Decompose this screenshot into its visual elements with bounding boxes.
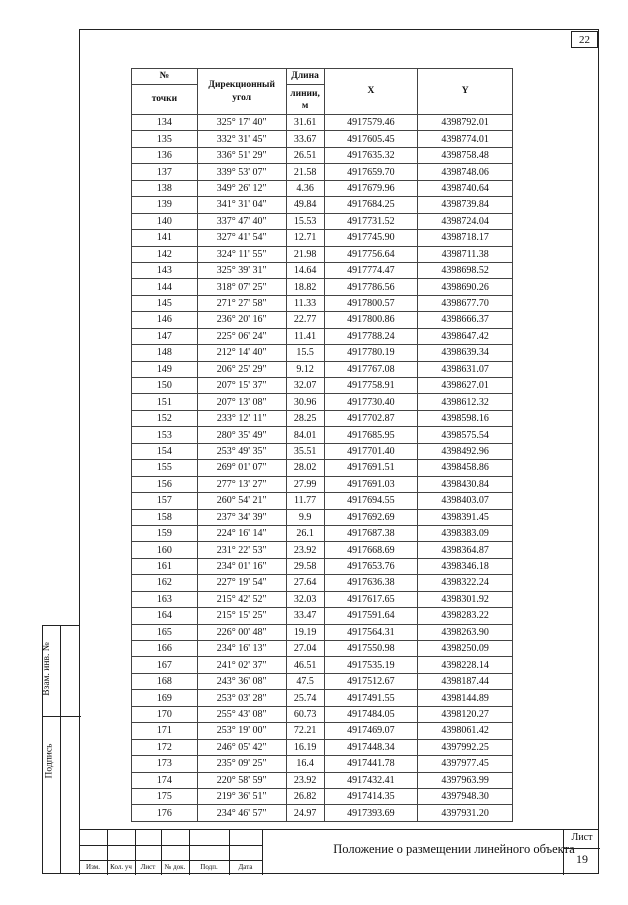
cell-y: 4398698.52 bbox=[418, 262, 513, 278]
cell-length: 24.97 bbox=[286, 805, 324, 821]
cell-length: 35.51 bbox=[286, 443, 324, 459]
cell-length: 29.58 bbox=[286, 558, 324, 574]
cell-point: 140 bbox=[132, 213, 198, 229]
cell-y: 4398391.45 bbox=[418, 509, 513, 525]
cell-y: 4398677.70 bbox=[418, 295, 513, 311]
cell-length: 27.99 bbox=[286, 476, 324, 492]
cell-length: 32.07 bbox=[286, 378, 324, 394]
cell-angle: 255° 43' 08" bbox=[197, 706, 286, 722]
cell-angle: 277° 13' 27" bbox=[197, 476, 286, 492]
cell-length: 23.92 bbox=[286, 772, 324, 788]
cell-length: 28.25 bbox=[286, 410, 324, 426]
cell-point: 154 bbox=[132, 443, 198, 459]
cell-y: 4398792.01 bbox=[418, 115, 513, 131]
cell-length: 14.64 bbox=[286, 262, 324, 278]
cell-point: 144 bbox=[132, 279, 198, 295]
cell-x: 4917684.25 bbox=[324, 197, 418, 213]
cell-y: 4398575.54 bbox=[418, 427, 513, 443]
cell-x: 4917469.07 bbox=[324, 723, 418, 739]
cell-length: 11.77 bbox=[286, 493, 324, 509]
cell-length: 31.61 bbox=[286, 115, 324, 131]
cell-angle: 327° 41' 54" bbox=[197, 230, 286, 246]
cell-point: 149 bbox=[132, 361, 198, 377]
cell-angle: 324° 11' 55" bbox=[197, 246, 286, 262]
cell-angle: 234° 16' 13" bbox=[197, 641, 286, 657]
cell-x: 4917393.69 bbox=[324, 805, 418, 821]
cell-length: 30.96 bbox=[286, 394, 324, 410]
header-no: № bbox=[132, 69, 198, 85]
table-row bbox=[132, 641, 513, 657]
side-strip-divider bbox=[60, 626, 61, 873]
cell-length: 9.9 bbox=[286, 509, 324, 525]
cell-point: 152 bbox=[132, 410, 198, 426]
cell-angle: 227° 19' 54" bbox=[197, 575, 286, 591]
stamp-grid bbox=[79, 830, 262, 875]
table-row bbox=[132, 279, 513, 295]
cell-x: 4917694.55 bbox=[324, 493, 418, 509]
cell-length: 46.51 bbox=[286, 657, 324, 673]
cell-length: 27.64 bbox=[286, 575, 324, 591]
cell-angle: 253° 19' 00" bbox=[197, 723, 286, 739]
cell-x: 4917564.31 bbox=[324, 624, 418, 640]
cell-angle: 231° 22' 53" bbox=[197, 542, 286, 558]
table-row bbox=[132, 624, 513, 640]
cell-x: 4917685.95 bbox=[324, 427, 418, 443]
table-row bbox=[132, 131, 513, 147]
header-length: Длина bbox=[286, 69, 324, 85]
cell-y: 4398250.09 bbox=[418, 641, 513, 657]
document-title: Положение о размещении линейного объекта bbox=[333, 842, 575, 856]
table-row bbox=[132, 312, 513, 328]
cell-length: 15.5 bbox=[286, 345, 324, 361]
cell-length: 12.71 bbox=[286, 230, 324, 246]
cell-length: 11.33 bbox=[286, 295, 324, 311]
cell-length: 72.21 bbox=[286, 723, 324, 739]
table-row bbox=[132, 805, 513, 821]
cell-length: 84.01 bbox=[286, 427, 324, 443]
sheet-box bbox=[563, 830, 600, 875]
cell-y: 4398647.42 bbox=[418, 328, 513, 344]
table-row bbox=[132, 525, 513, 541]
cell-x: 4917441.78 bbox=[324, 756, 418, 772]
cell-x: 4917788.24 bbox=[324, 328, 418, 344]
cell-point: 158 bbox=[132, 509, 198, 525]
table-row bbox=[132, 542, 513, 558]
cell-length: 33.47 bbox=[286, 608, 324, 624]
cell-length: 49.84 bbox=[286, 197, 324, 213]
cell-y: 4397948.30 bbox=[418, 788, 513, 804]
cell-y: 4398283.22 bbox=[418, 608, 513, 624]
cell-angle: 241° 02' 37" bbox=[197, 657, 286, 673]
cell-y: 4398228.14 bbox=[418, 657, 513, 673]
cell-x: 4917758.91 bbox=[324, 378, 418, 394]
table-row bbox=[132, 115, 513, 131]
cell-y: 4398144.89 bbox=[418, 690, 513, 706]
cell-point: 165 bbox=[132, 624, 198, 640]
cell-y: 4398639.34 bbox=[418, 345, 513, 361]
stamp-label-date: Дата bbox=[238, 863, 253, 871]
title-block bbox=[79, 829, 599, 874]
stamp-label-doc: № док. bbox=[164, 863, 186, 871]
cell-point: 175 bbox=[132, 788, 198, 804]
cell-point: 137 bbox=[132, 164, 198, 180]
table-row bbox=[132, 673, 513, 689]
coordinates-table bbox=[131, 68, 513, 822]
table-row bbox=[132, 197, 513, 213]
cell-length: 33.67 bbox=[286, 131, 324, 147]
cell-length: 25.74 bbox=[286, 690, 324, 706]
cell-angle: 260° 54' 21" bbox=[197, 493, 286, 509]
cell-y: 4398187.44 bbox=[418, 673, 513, 689]
cell-x: 4917635.32 bbox=[324, 147, 418, 163]
cell-point: 176 bbox=[132, 805, 198, 821]
table-row bbox=[132, 575, 513, 591]
cell-angle: 246° 05' 42" bbox=[197, 739, 286, 755]
cell-x: 4917535.19 bbox=[324, 657, 418, 673]
header-x: X bbox=[324, 69, 418, 115]
table-row bbox=[132, 756, 513, 772]
cell-length: 19.19 bbox=[286, 624, 324, 640]
cell-y: 4397963.99 bbox=[418, 772, 513, 788]
table-row bbox=[132, 410, 513, 426]
table-row bbox=[132, 509, 513, 525]
cell-x: 4917579.46 bbox=[324, 115, 418, 131]
cell-point: 169 bbox=[132, 690, 198, 706]
cell-x: 4917767.08 bbox=[324, 361, 418, 377]
cell-length: 23.92 bbox=[286, 542, 324, 558]
cell-angle: 236° 20' 16" bbox=[197, 312, 286, 328]
cell-y: 4398612.32 bbox=[418, 394, 513, 410]
cell-x: 4917653.76 bbox=[324, 558, 418, 574]
cell-x: 4917701.40 bbox=[324, 443, 418, 459]
cell-point: 153 bbox=[132, 427, 198, 443]
cell-point: 171 bbox=[132, 723, 198, 739]
cell-y: 4398598.16 bbox=[418, 410, 513, 426]
cell-point: 148 bbox=[132, 345, 198, 361]
cell-y: 4398739.84 bbox=[418, 197, 513, 213]
cell-x: 4917691.51 bbox=[324, 460, 418, 476]
table-row bbox=[132, 706, 513, 722]
cell-y: 4398430.84 bbox=[418, 476, 513, 492]
table-row bbox=[132, 180, 513, 196]
cell-y: 4398120.27 bbox=[418, 706, 513, 722]
table-row bbox=[132, 262, 513, 278]
header-no-sub: точки bbox=[132, 85, 198, 115]
cell-point: 161 bbox=[132, 558, 198, 574]
table-row bbox=[132, 558, 513, 574]
cell-angle: 224° 16' 14" bbox=[197, 525, 286, 541]
cell-point: 145 bbox=[132, 295, 198, 311]
cell-length: 26.82 bbox=[286, 788, 324, 804]
cell-angle: 269° 01' 07" bbox=[197, 460, 286, 476]
cell-angle: 215° 42' 52" bbox=[197, 591, 286, 607]
cell-angle: 337° 47' 40" bbox=[197, 213, 286, 229]
cell-length: 16.4 bbox=[286, 756, 324, 772]
cell-x: 4917702.87 bbox=[324, 410, 418, 426]
cell-point: 160 bbox=[132, 542, 198, 558]
cell-angle: 318° 07' 25" bbox=[197, 279, 286, 295]
cell-point: 163 bbox=[132, 591, 198, 607]
cell-angle: 233° 12' 11" bbox=[197, 410, 286, 426]
cell-y: 4397977.45 bbox=[418, 756, 513, 772]
cell-y: 4398458.86 bbox=[418, 460, 513, 476]
cell-y: 4398724.04 bbox=[418, 213, 513, 229]
cell-angle: 253° 03' 28" bbox=[197, 690, 286, 706]
cell-y: 4398403.07 bbox=[418, 493, 513, 509]
table-row bbox=[132, 230, 513, 246]
cell-angle: 235° 09' 25" bbox=[197, 756, 286, 772]
cell-point: 156 bbox=[132, 476, 198, 492]
table-row bbox=[132, 295, 513, 311]
cell-x: 4917780.19 bbox=[324, 345, 418, 361]
cell-angle: 336° 51' 29" bbox=[197, 147, 286, 163]
cell-angle: 215° 15' 25" bbox=[197, 608, 286, 624]
cell-x: 4917448.34 bbox=[324, 739, 418, 755]
cell-point: 135 bbox=[132, 131, 198, 147]
cell-angle: 234° 01' 16" bbox=[197, 558, 286, 574]
cell-x: 4917668.69 bbox=[324, 542, 418, 558]
cell-point: 159 bbox=[132, 525, 198, 541]
side-label-inv: Взам. инв. № bbox=[41, 642, 52, 696]
cell-y: 4398364.87 bbox=[418, 542, 513, 558]
cell-point: 170 bbox=[132, 706, 198, 722]
cell-x: 4917774.47 bbox=[324, 262, 418, 278]
table-row bbox=[132, 147, 513, 163]
table-row bbox=[132, 657, 513, 673]
cell-length: 28.02 bbox=[286, 460, 324, 476]
cell-point: 146 bbox=[132, 312, 198, 328]
cell-point: 164 bbox=[132, 608, 198, 624]
cell-y: 4398711.38 bbox=[418, 246, 513, 262]
cell-y: 4398718.17 bbox=[418, 230, 513, 246]
table-row bbox=[132, 213, 513, 229]
cell-x: 4917730.40 bbox=[324, 394, 418, 410]
table-row bbox=[132, 345, 513, 361]
stamp-label-sign: Подп. bbox=[200, 863, 218, 871]
cell-angle: 341° 31' 04" bbox=[197, 197, 286, 213]
cell-length: 15.53 bbox=[286, 213, 324, 229]
sheet-label: Лист bbox=[571, 832, 593, 843]
cell-x: 4917512.67 bbox=[324, 673, 418, 689]
cell-y: 4398740.64 bbox=[418, 180, 513, 196]
cell-x: 4917617.65 bbox=[324, 591, 418, 607]
cell-length: 16.19 bbox=[286, 739, 324, 755]
table-row bbox=[132, 394, 513, 410]
stamp-label-list: Лист bbox=[140, 863, 156, 871]
cell-x: 4917745.90 bbox=[324, 230, 418, 246]
cell-x: 4917605.45 bbox=[324, 131, 418, 147]
cell-angle: 220° 58' 59" bbox=[197, 772, 286, 788]
table-row bbox=[132, 690, 513, 706]
cell-point: 141 bbox=[132, 230, 198, 246]
cell-y: 4398748.06 bbox=[418, 164, 513, 180]
cell-x: 4917659.70 bbox=[324, 164, 418, 180]
cell-x: 4917692.69 bbox=[324, 509, 418, 525]
cell-point: 166 bbox=[132, 641, 198, 657]
cell-length: 47.5 bbox=[286, 673, 324, 689]
cell-y: 4398322.24 bbox=[418, 575, 513, 591]
cell-length: 26.1 bbox=[286, 525, 324, 541]
cell-x: 4917432.41 bbox=[324, 772, 418, 788]
table-row bbox=[132, 493, 513, 509]
cell-y: 4398631.07 bbox=[418, 361, 513, 377]
cell-length: 26.51 bbox=[286, 147, 324, 163]
cell-point: 174 bbox=[132, 772, 198, 788]
cell-angle: 207° 13' 08" bbox=[197, 394, 286, 410]
cell-x: 4917756.64 bbox=[324, 246, 418, 262]
cell-point: 173 bbox=[132, 756, 198, 772]
cell-length: 21.98 bbox=[286, 246, 324, 262]
cell-y: 4398627.01 bbox=[418, 378, 513, 394]
side-label-sign: Подпись bbox=[44, 743, 55, 779]
cell-x: 4917800.57 bbox=[324, 295, 418, 311]
cell-angle: 234° 46' 57" bbox=[197, 805, 286, 821]
cell-length: 60.73 bbox=[286, 706, 324, 722]
cell-length: 32.03 bbox=[286, 591, 324, 607]
side-strip-hline bbox=[43, 716, 81, 717]
side-strip bbox=[42, 625, 80, 874]
table-row bbox=[132, 460, 513, 476]
cell-angle: 212° 14' 40" bbox=[197, 345, 286, 361]
cell-x: 4917691.03 bbox=[324, 476, 418, 492]
cell-x: 4917491.55 bbox=[324, 690, 418, 706]
cell-angle: 206° 25' 29" bbox=[197, 361, 286, 377]
cell-point: 168 bbox=[132, 673, 198, 689]
cell-length: 27.04 bbox=[286, 641, 324, 657]
sheet-number: 19 bbox=[576, 852, 588, 866]
cell-x: 4917414.35 bbox=[324, 788, 418, 804]
table-row bbox=[132, 361, 513, 377]
table-row bbox=[132, 723, 513, 739]
cell-angle: 226° 00' 48" bbox=[197, 624, 286, 640]
cell-point: 151 bbox=[132, 394, 198, 410]
cell-angle: 219° 36' 51" bbox=[197, 788, 286, 804]
cell-y: 4397931.20 bbox=[418, 805, 513, 821]
cell-point: 139 bbox=[132, 197, 198, 213]
cell-y: 4398492.96 bbox=[418, 443, 513, 459]
cell-y: 4398061.42 bbox=[418, 723, 513, 739]
cell-x: 4917786.56 bbox=[324, 279, 418, 295]
cell-angle: 253° 49' 35" bbox=[197, 443, 286, 459]
table-row bbox=[132, 772, 513, 788]
cell-point: 167 bbox=[132, 657, 198, 673]
cell-x: 4917550.98 bbox=[324, 641, 418, 657]
cell-y: 4398263.90 bbox=[418, 624, 513, 640]
cell-y: 4398758.48 bbox=[418, 147, 513, 163]
cell-y: 4398666.37 bbox=[418, 312, 513, 328]
cell-angle: 325° 39' 31" bbox=[197, 262, 286, 278]
table-row bbox=[132, 591, 513, 607]
cell-x: 4917800.86 bbox=[324, 312, 418, 328]
cell-point: 136 bbox=[132, 147, 198, 163]
cell-x: 4917731.52 bbox=[324, 213, 418, 229]
table-row bbox=[132, 328, 513, 344]
cell-length: 9.12 bbox=[286, 361, 324, 377]
table-row bbox=[132, 739, 513, 755]
cell-angle: 325° 17' 40" bbox=[197, 115, 286, 131]
cell-angle: 280° 35' 49" bbox=[197, 427, 286, 443]
cell-x: 4917687.38 bbox=[324, 525, 418, 541]
cell-x: 4917484.05 bbox=[324, 706, 418, 722]
cell-point: 142 bbox=[132, 246, 198, 262]
cell-angle: 349° 26' 12" bbox=[197, 180, 286, 196]
cell-y: 4397992.25 bbox=[418, 739, 513, 755]
cell-point: 143 bbox=[132, 262, 198, 278]
table-row bbox=[132, 443, 513, 459]
cell-angle: 339° 53' 07" bbox=[197, 164, 286, 180]
cell-point: 157 bbox=[132, 493, 198, 509]
table-row bbox=[132, 427, 513, 443]
cell-angle: 207° 15' 37" bbox=[197, 378, 286, 394]
page-number-top: 22 bbox=[571, 31, 598, 48]
stamp-label-kol: Кол. уч bbox=[110, 863, 132, 871]
cell-length: 22.77 bbox=[286, 312, 324, 328]
stamp-label-izm: Изм. bbox=[86, 863, 100, 871]
cell-point: 138 bbox=[132, 180, 198, 196]
cell-angle: 332° 31' 45" bbox=[197, 131, 286, 147]
cell-point: 134 bbox=[132, 115, 198, 131]
cell-y: 4398346.18 bbox=[418, 558, 513, 574]
cell-point: 147 bbox=[132, 328, 198, 344]
cell-length: 18.82 bbox=[286, 279, 324, 295]
cell-point: 172 bbox=[132, 739, 198, 755]
cell-angle: 271° 27' 58" bbox=[197, 295, 286, 311]
cell-x: 4917636.38 bbox=[324, 575, 418, 591]
cell-y: 4398690.26 bbox=[418, 279, 513, 295]
table-row bbox=[132, 788, 513, 804]
cell-length: 21.58 bbox=[286, 164, 324, 180]
cell-y: 4398383.09 bbox=[418, 525, 513, 541]
table-row bbox=[132, 378, 513, 394]
header-y: Y bbox=[418, 69, 513, 115]
cell-angle: 237° 34' 39" bbox=[197, 509, 286, 525]
cell-y: 4398301.92 bbox=[418, 591, 513, 607]
cell-x: 4917679.96 bbox=[324, 180, 418, 196]
cell-length: 11.41 bbox=[286, 328, 324, 344]
header-angle: Дирекционный угол bbox=[197, 69, 286, 115]
table-row bbox=[132, 164, 513, 180]
cell-angle: 243° 36' 08" bbox=[197, 673, 286, 689]
cell-point: 155 bbox=[132, 460, 198, 476]
cell-point: 162 bbox=[132, 575, 198, 591]
cell-length: 4.36 bbox=[286, 180, 324, 196]
cell-angle: 225° 06' 24" bbox=[197, 328, 286, 344]
table-row bbox=[132, 476, 513, 492]
header-length-sub: линии, м bbox=[286, 85, 324, 115]
cell-point: 150 bbox=[132, 378, 198, 394]
table-row bbox=[132, 608, 513, 624]
table-row bbox=[132, 246, 513, 262]
cell-x: 4917591.64 bbox=[324, 608, 418, 624]
cell-y: 4398774.01 bbox=[418, 131, 513, 147]
